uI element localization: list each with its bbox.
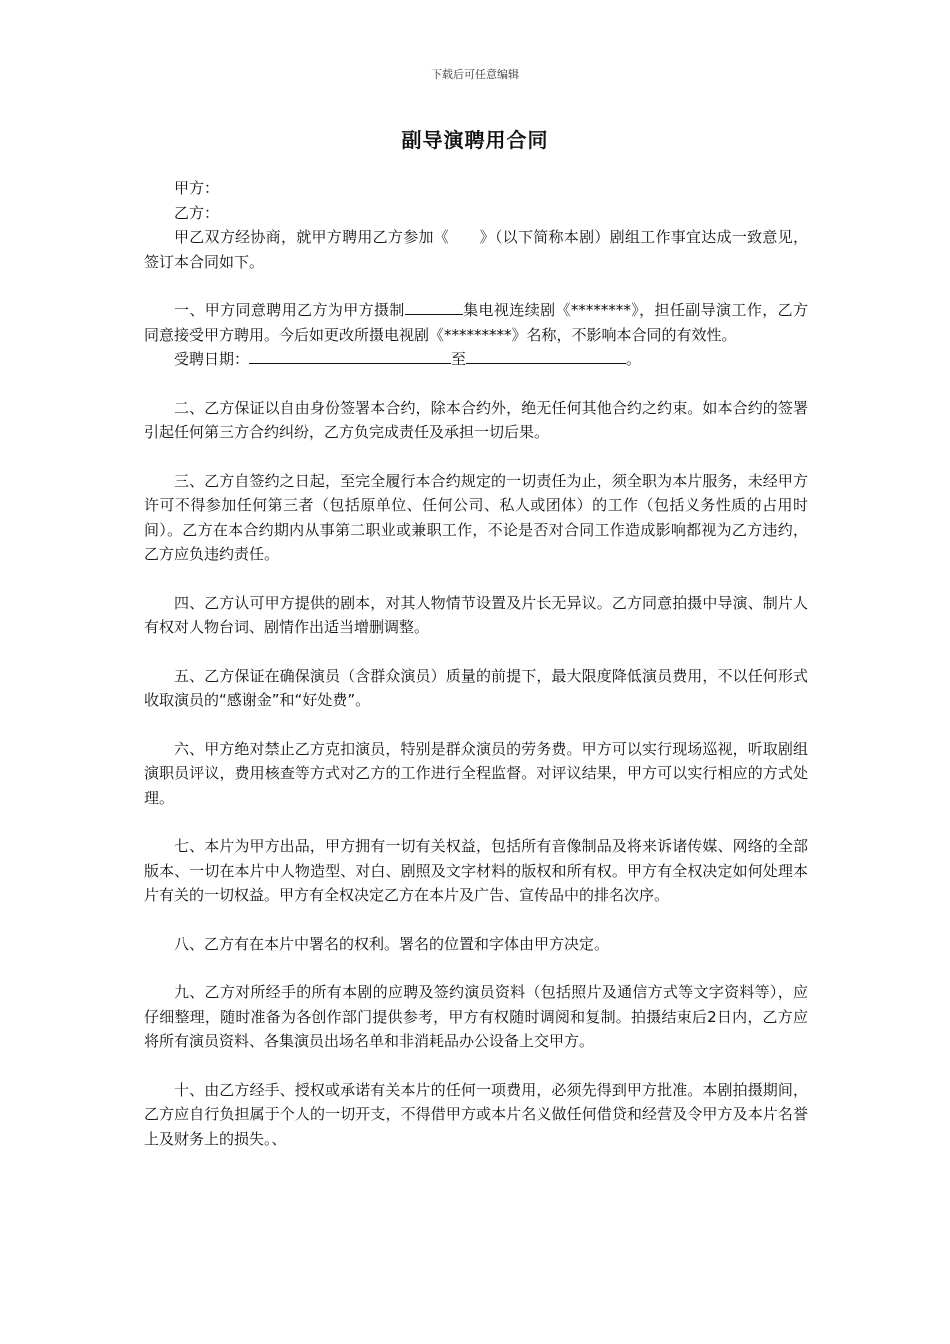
party-a-line: 甲方： <box>174 179 220 197</box>
clause-2: 二、乙方保证以自由身份签署本合约，除本合约外，绝无任何其他合约之约束。如本合约的签署引起任何第三方合约纠纷，乙方负完成责任及承担一切后果。 <box>144 398 808 441</box>
term-start-blank <box>249 349 451 364</box>
clause-4: 四、乙方认可甲方提供的剧本，对其人物情节设置及片长无异议。乙方同意拍摄中导演、制片人有权对人物台词、剧情作出适当增删调整。 <box>144 593 808 636</box>
header-note: 下载后可任意编辑 <box>431 68 519 81</box>
term-end-blank <box>466 349 626 364</box>
clause-1 <box>144 298 808 347</box>
clause-10: 十、由乙方经手、授权或承诺有关本片的任何一项费用，必须先得到甲方批准。本剧拍摄期间，乙方应自行负担属于个人的一切开支，不得借甲方或本片名义做任何借贷和经营及令甲方及本片名誉上及财务上的损失。、 <box>144 1080 808 1148</box>
term-label: 受聘日期： <box>174 350 250 368</box>
clause-1-part-b: 集电视连续剧《********》，担任副导演工作，乙方同意接受甲方聘用。今后如更改所摄电视剧《*********》名称，不影响本合同的有效性。 <box>144 301 808 344</box>
term-to: 至 <box>451 350 467 368</box>
clause-9: 九、乙方对所经手的所有本剧的应聘及签约演员资料（包括照片及通信方式等文字资料等），应仔细整理，随时准备为各创作部门提供参考，甲方有权随时调阅和复制。拍摄结束后2日内，乙方应将所有演员资料、各集演员出场名单和非消耗品办公设备上交甲方。 <box>144 983 808 1050</box>
document-title: 副导演聘用合同 <box>401 128 549 152</box>
blank-field <box>405 300 463 315</box>
contract-body <box>144 176 808 1151</box>
clause-1-part-a: 一、甲方同意聘用乙方为甲方摄制 <box>174 301 405 319</box>
term-line <box>144 347 808 372</box>
intro-paragraph: 甲乙双方经协商，就甲方聘用乙方参加《 》（以下简称本剧）剧组工作事宜达成一致意见，签订本合同如下。 <box>144 228 808 271</box>
term-end: 。 <box>626 350 642 368</box>
clause-8: 八、乙方有在本片中署名的权利。署名的位置和字体由甲方决定。 <box>174 934 610 953</box>
clause-7: 七、本片为甲方出品，甲方拥有一切有关权益，包括所有音像制品及将来诉诸传媒、网络的全部版本、一切在本片中人物造型、对白、剧照及文字材料的版权和所有权。甲方有全权决定如何处理本片有关的一切权益。甲方有全权决定乙方在本片及广告、宣传品中的排名次序。 <box>144 837 808 904</box>
clause-3: 三、乙方自签约之日起，至完全履行本合约规定的一切责任为止，须全职为本片服务，未经甲方许可不得参加任何第三者（包括原单位、任何公司、私人或团体）的工作（包括义务性质的占用时间）。乙方在本合约期内从事第二职业或兼职工作，不论是否对合同工作造成影响都视为乙方违约，乙方应负违约责任。 <box>144 471 808 563</box>
clause-5: 五、乙方保证在确保演员（含群众演员）质量的前提下，最大限度降低演员费用，不以任何形式收取演员的“感谢金”和“好处费”。 <box>144 666 808 709</box>
clause-6: 六、甲方绝对禁止乙方克扣演员，特别是群众演员的劳务费。甲方可以实行现场巡视，听取剧组演职员评议，费用核查等方式对乙方的工作进行全程监督。对评议结果，甲方可以实行相应的方式处理。 <box>144 739 808 807</box>
party-b-line: 乙方： <box>174 203 220 222</box>
